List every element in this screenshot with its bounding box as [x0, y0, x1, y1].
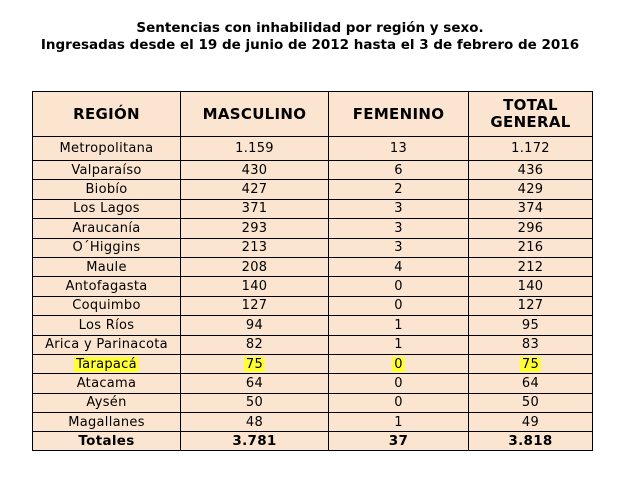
table-row: [33, 161, 593, 180]
cell-region: Biobío: [33, 180, 181, 199]
cell-total: 50: [469, 393, 593, 412]
table-row: [33, 393, 593, 412]
document-subtitle: Ingresadas desde el 19 de junio de 2012 hasta el 3 de febrero de 2016: [40, 37, 580, 53]
cell-region: Araucanía: [33, 219, 181, 238]
cell-masculino: 82: [181, 335, 329, 354]
cell-total: 216: [469, 238, 593, 257]
cell-region: Los Lagos: [33, 199, 181, 218]
document-title: Sentencias con inhabilidad por región y sexo.: [136, 20, 484, 36]
cell-total: 296: [469, 219, 593, 238]
cell-femenino: 4: [329, 257, 469, 276]
header-femenino: FEMENINO: [329, 92, 469, 137]
cell-masculino: 427: [181, 180, 329, 199]
cell-masculino: 430: [181, 161, 329, 180]
cell-masculino: 140: [181, 277, 329, 296]
cell-masculino: 208: [181, 257, 329, 276]
cell-region: Los Ríos: [33, 316, 181, 335]
cell-masculino: [181, 354, 329, 373]
cell-region: Maule: [33, 257, 181, 276]
table-row: [33, 257, 593, 276]
table-row: [33, 413, 593, 432]
cell-masculino: 64: [181, 374, 329, 393]
header-total-line1: TOTAL: [503, 96, 558, 114]
table-row: [33, 296, 593, 315]
cell-masculino: 213: [181, 238, 329, 257]
highlighted-value: 75: [521, 356, 540, 372]
cell-femenino: 0: [329, 277, 469, 296]
table-row: [33, 277, 593, 296]
cell-region: Antofagasta: [33, 277, 181, 296]
cell-femenino: 1: [329, 413, 469, 432]
cell-masculino: 48: [181, 413, 329, 432]
totals-femenino: 37: [329, 432, 469, 451]
cell-femenino: 0: [329, 393, 469, 412]
cell-region: Aysén: [33, 393, 181, 412]
table-row: [33, 238, 593, 257]
cell-total: 140: [469, 277, 593, 296]
cell-femenino: [329, 354, 469, 373]
totals-masculino: 3.781: [181, 432, 329, 451]
cell-masculino: 371: [181, 199, 329, 218]
totals-general: 3.818: [469, 432, 593, 451]
cell-region: [33, 354, 181, 373]
cell-total: 49: [469, 413, 593, 432]
header-region: REGIÓN: [33, 92, 181, 137]
table-row: [33, 219, 593, 238]
cell-femenino: 1: [329, 316, 469, 335]
cell-femenino: 3: [329, 199, 469, 218]
cell-total: 127: [469, 296, 593, 315]
highlighted-value: 75: [245, 356, 264, 372]
cell-total: 95: [469, 316, 593, 335]
header-masculino: MASCULINO: [181, 92, 329, 137]
cell-femenino: 3: [329, 238, 469, 257]
table-row: [33, 199, 593, 218]
totals-row: [33, 432, 593, 451]
cell-region: Metropolitana: [33, 137, 181, 161]
cell-total: 1.172: [469, 137, 593, 161]
cell-masculino: 293: [181, 219, 329, 238]
highlighted-value: 0: [394, 356, 403, 372]
totals-label: Totales: [33, 432, 181, 451]
cell-region: Atacama: [33, 374, 181, 393]
cell-total: 374: [469, 199, 593, 218]
cell-region: O´Higgins: [33, 238, 181, 257]
cell-femenino: 6: [329, 161, 469, 180]
cell-region: Arica y Parinacota: [33, 335, 181, 354]
table-row: [33, 180, 593, 199]
cell-total: 429: [469, 180, 593, 199]
sentences-table: [32, 91, 593, 451]
table-body: [33, 137, 593, 432]
cell-region: Magallanes: [33, 413, 181, 432]
cell-femenino: 0: [329, 296, 469, 315]
cell-femenino: 1: [329, 335, 469, 354]
cell-total: 212: [469, 257, 593, 276]
cell-masculino: 94: [181, 316, 329, 335]
cell-total: [469, 354, 593, 373]
cell-region: Valparaíso: [33, 161, 181, 180]
cell-masculino: 50: [181, 393, 329, 412]
header-total-general: [469, 92, 593, 137]
highlighted-value: Tarapacá: [76, 356, 137, 372]
table-row: [33, 316, 593, 335]
cell-total: 436: [469, 161, 593, 180]
table-row: [33, 354, 593, 373]
cell-total: 64: [469, 374, 593, 393]
header-total-line2: GENERAL: [490, 113, 571, 131]
cell-femenino: 13: [329, 137, 469, 161]
table-row: [33, 137, 593, 161]
table-row: [33, 374, 593, 393]
cell-masculino: 127: [181, 296, 329, 315]
cell-masculino: 1.159: [181, 137, 329, 161]
cell-total: 83: [469, 335, 593, 354]
cell-femenino: 3: [329, 219, 469, 238]
cell-femenino: 0: [329, 374, 469, 393]
header-row: [33, 92, 593, 137]
cell-femenino: 2: [329, 180, 469, 199]
table-row: [33, 335, 593, 354]
cell-region: Coquimbo: [33, 296, 181, 315]
